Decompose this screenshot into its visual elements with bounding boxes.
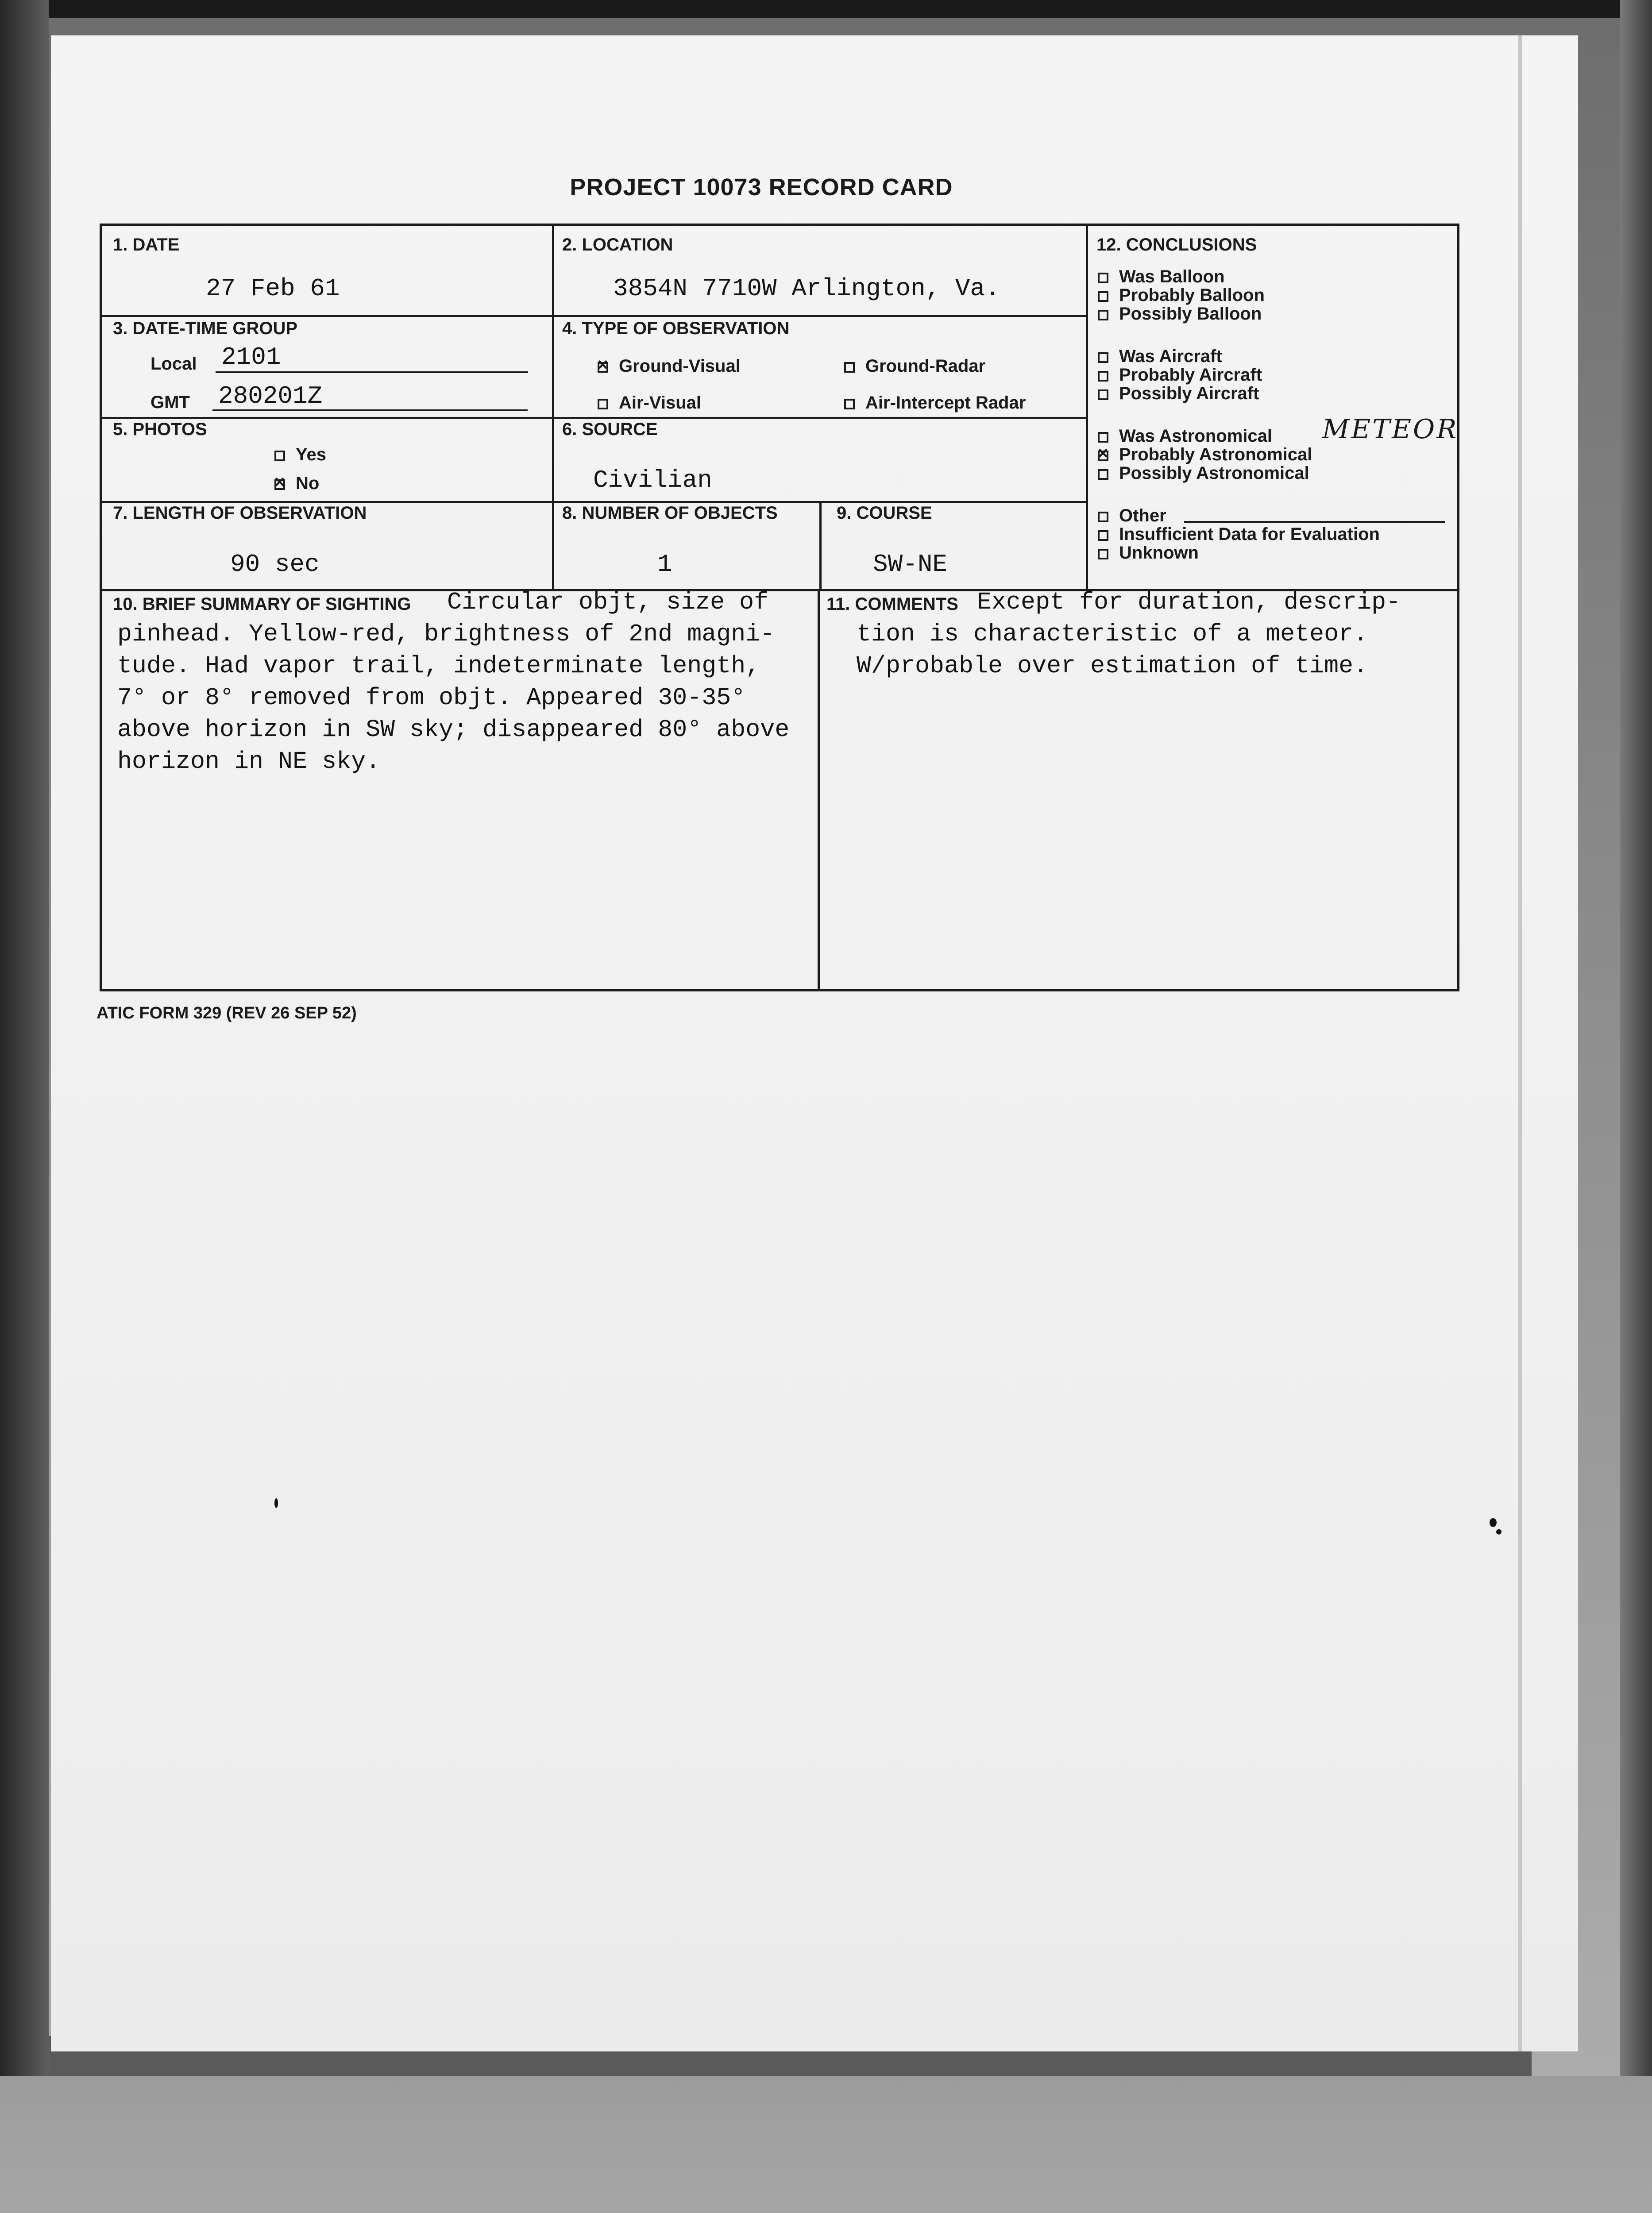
date-time-group-label: 3. DATE-TIME GROUP — [113, 319, 298, 338]
local-value: 2101 — [221, 343, 281, 371]
comments-line-3: W/probable over estimation of time. — [857, 652, 1368, 680]
photos-label: 5. PHOTOS — [113, 420, 207, 439]
location-label: 2. LOCATION — [562, 235, 673, 254]
divider-row-1 — [100, 315, 1087, 317]
right-shadow — [1620, 0, 1652, 2080]
option-unknown[interactable]: Unknown — [1098, 543, 1199, 563]
option-air-visual[interactable]: Air-Visual — [598, 393, 701, 413]
border-bottom — [100, 989, 1459, 991]
handwritten-meteor-note: METEOR — [1322, 414, 1459, 445]
gmt-label: GMT — [151, 393, 190, 412]
sheet-edge — [1518, 35, 1522, 2051]
type-of-observation-label: 4. TYPE OF OBSERVATION — [562, 319, 790, 338]
border-right — [1457, 224, 1459, 991]
option-other[interactable]: Other — [1098, 506, 1166, 526]
source-label: 6. SOURCE — [562, 420, 658, 439]
length-value: 90 sec — [230, 550, 320, 578]
summary-line-2: pinhead. Yellow-red, brightness of 2nd magni- — [117, 620, 775, 648]
lower-background — [0, 2076, 1652, 2213]
local-label: Local — [151, 354, 197, 374]
checkbox-icon — [1098, 530, 1108, 541]
option-air-intercept-radar[interactable]: Air-Intercept Radar — [844, 393, 1026, 413]
checkbox-checked-icon — [274, 479, 285, 490]
option-ground-radar[interactable]: Ground-Radar — [844, 356, 985, 376]
date-label: 1. DATE — [113, 235, 180, 254]
option-ground-visual[interactable]: ×Ground-Visual — [598, 356, 741, 376]
option-insufficient-data[interactable]: Insufficient Data for Evaluation — [1098, 524, 1380, 544]
divider-col-2 — [1086, 224, 1088, 590]
checkbox-icon — [1098, 371, 1108, 382]
summary-label: 10. BRIEF SUMMARY OF SIGHTING — [113, 594, 411, 614]
comments-line-2: tion is characteristic of a meteor. — [857, 620, 1368, 648]
option-probably-balloon[interactable]: Probably Balloon — [1098, 285, 1265, 305]
checkbox-icon — [598, 399, 608, 409]
option-possibly-aircraft[interactable]: Possibly Aircraft — [1098, 384, 1259, 404]
other-underline — [1184, 521, 1445, 523]
checkbox-icon — [844, 399, 855, 409]
date-value: 27 Feb 61 — [206, 274, 340, 303]
divider-row-3 — [100, 501, 1087, 503]
summary-line-3: tude. Had vapor trail, indeterminate length, — [117, 652, 760, 680]
summary-line-4: 7° or 8° removed from objt. Appeared 30-35° — [117, 684, 746, 712]
top-shadow — [0, 0, 1652, 18]
conclusions-label: 12. CONCLUSIONS — [1096, 235, 1257, 254]
location-value: 3854N 7710W Arlington, Va. — [613, 274, 1000, 303]
record-card-form — [100, 224, 1459, 991]
checkbox-icon — [1098, 310, 1108, 320]
number-of-objects-value: 1 — [657, 550, 672, 578]
checkbox-icon — [1098, 549, 1108, 559]
divider-10-11 — [818, 590, 820, 991]
option-was-astronomical[interactable]: Was Astronomical — [1098, 426, 1272, 446]
divider-col-1 — [552, 224, 554, 590]
left-shadow — [0, 0, 49, 2080]
option-possibly-astronomical[interactable]: Possibly Astronomical — [1098, 463, 1309, 483]
checkbox-icon — [1098, 432, 1108, 443]
scan-speck — [1490, 1518, 1497, 1527]
option-photos-no[interactable]: ×No — [274, 474, 319, 493]
form-number-footer: ATIC FORM 329 (REV 26 SEP 52) — [96, 1004, 357, 1022]
comments-line-1: Except for duration, descrip- — [977, 588, 1401, 616]
scan-speck — [274, 1498, 278, 1508]
checkbox-icon — [1098, 512, 1108, 522]
checkbox-icon — [1098, 469, 1108, 480]
number-of-objects-label: 8. NUMBER OF OBJECTS — [562, 503, 778, 523]
local-underline — [216, 371, 528, 373]
divider-row-2 — [100, 417, 1087, 419]
card-title: PROJECT 10073 RECORD CARD — [570, 174, 953, 200]
option-was-balloon[interactable]: Was Balloon — [1098, 267, 1225, 287]
checkbox-checked-icon — [1098, 451, 1108, 461]
option-probably-astronomical[interactable]: ×Probably Astronomical — [1098, 445, 1312, 465]
course-label: 9. COURSE — [837, 503, 932, 523]
border-left — [100, 224, 102, 991]
option-photos-yes[interactable]: Yes — [274, 445, 326, 465]
divider-8-9 — [819, 501, 822, 590]
checkbox-icon — [844, 362, 855, 373]
checkbox-icon — [1098, 291, 1108, 302]
gmt-value: 280201Z — [218, 382, 323, 410]
scan-speck — [1496, 1529, 1501, 1534]
course-value: SW-NE — [873, 550, 948, 578]
checkbox-checked-icon — [598, 362, 608, 373]
option-probably-aircraft[interactable]: Probably Aircraft — [1098, 365, 1262, 385]
checkbox-icon — [274, 451, 285, 461]
summary-line-6: horizon in NE sky. — [117, 748, 381, 775]
option-possibly-balloon[interactable]: Possibly Balloon — [1098, 304, 1262, 324]
checkbox-icon — [1098, 352, 1108, 363]
option-was-aircraft[interactable]: Was Aircraft — [1098, 347, 1222, 366]
length-label: 7. LENGTH OF OBSERVATION — [113, 503, 367, 523]
border-top — [100, 224, 1459, 226]
source-value: Civilian — [593, 466, 712, 494]
checkbox-icon — [1098, 389, 1108, 400]
checkbox-icon — [1098, 273, 1108, 283]
summary-line-5: above horizon in SW sky; disappeared 80° above — [117, 716, 790, 744]
summary-line-1: Circular objt, size of — [447, 588, 769, 616]
comments-label: 11. COMMENTS — [826, 594, 958, 614]
